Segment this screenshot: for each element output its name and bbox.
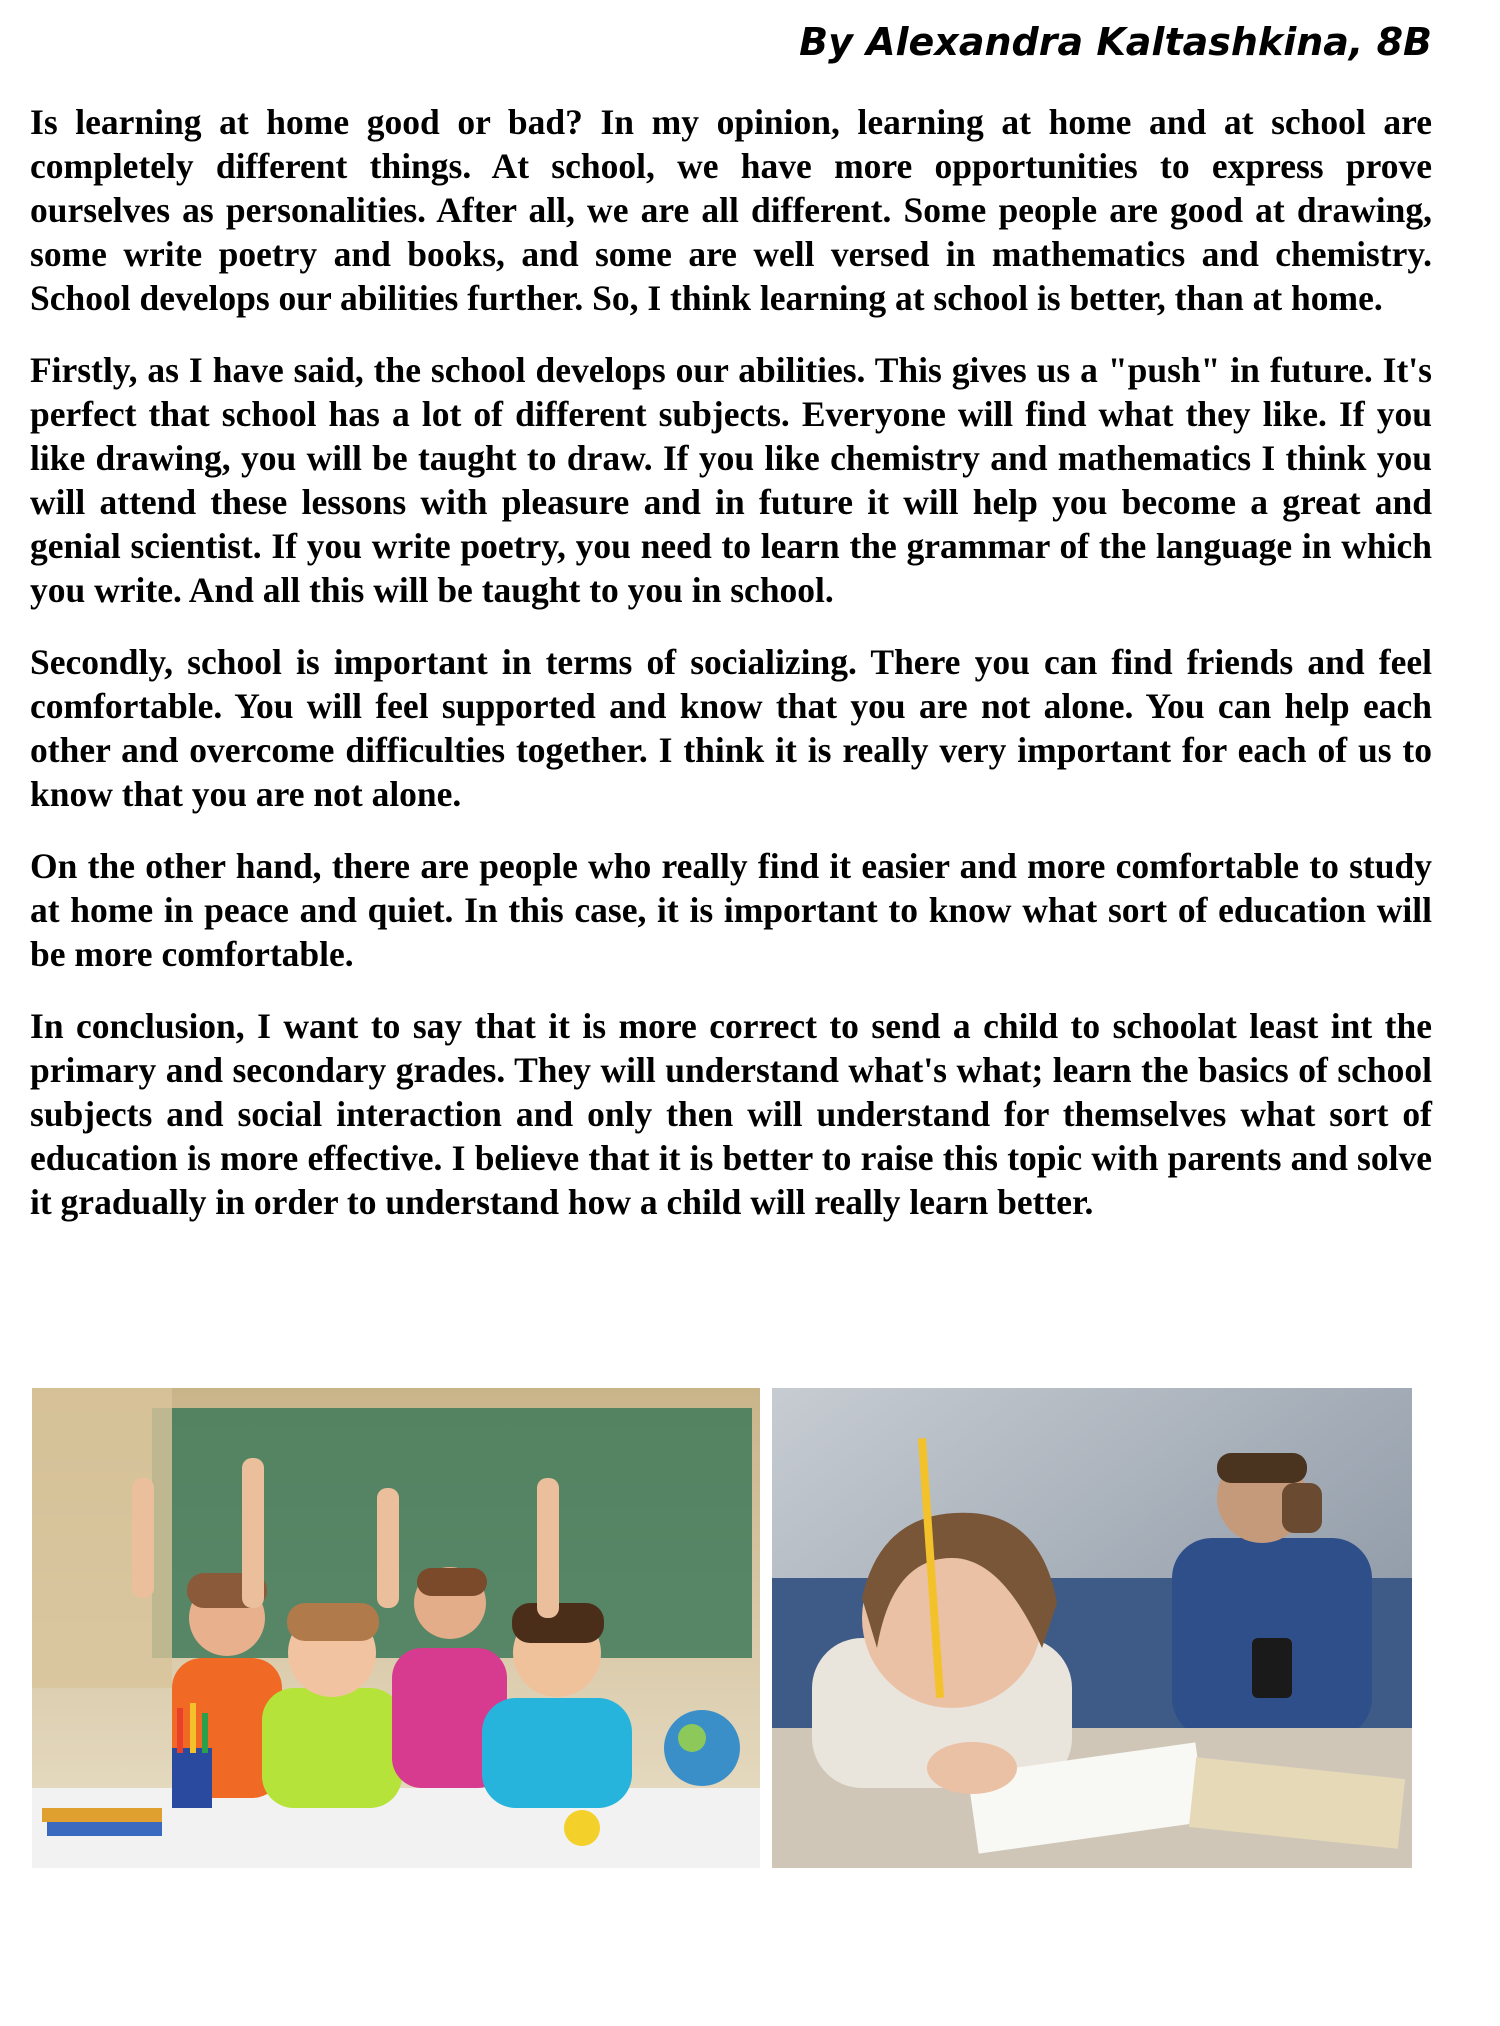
essay-body	[30, 100, 1432, 1252]
classroom-photo-icon	[32, 1388, 760, 1868]
essay-paragraph-other-hand: On the other hand, there are people who really find it easier and more comfortable to study at home in peace and quiet. In this case, it is important to know what sort of education will be more comfortable.	[30, 846, 1432, 974]
essay-paragraph-secondly: Secondly, school is important in terms of socializing. There you can find friends and feel comfortable. You will feel supported and know that you are not alone. You can help each other and overcome difficulties together. I think it is really very important for each of us to know that you are not alone.	[30, 642, 1432, 814]
classroom-photo	[32, 1388, 760, 1868]
home-study-photo	[772, 1388, 1412, 1868]
essay-paragraph-firstly: Firstly, as I have said, the school develops our abilities. This gives us a "push" in future. It's perfect that school has a lot of different subjects. Everyone will find what they like. If you like drawing, you will be taught to draw. If you like chemistry and mathematics I think you will attend these lessons with pleasure and in future it will help you become a great and genial scientist. If you write poetry, you need to learn the grammar of the language in which you write. And all this will be taught to you in school.	[30, 350, 1432, 610]
essay-paragraph-intro: Is learning at home good or bad? In my opinion, learning at home and at school are completely different things. At school, we have more opportunities to express prove ourselves as personalities. After all, we are all different. Some people are good at drawing, some write poetry and books, and some are well versed in mathematics and chemistry. School develops our abilities further. So, I think learning at school is better, than at home.	[30, 102, 1432, 318]
home-study-photo-icon	[772, 1388, 1412, 1868]
author-byline: By Alexandra Kaltashkina, 8B	[799, 20, 1432, 64]
essay-paragraph-conclusion: In conclusion, I want to say that it is more correct to send a child to schoolat least int the primary and secondary grades. They will understand what's what; learn the basics of school subjects and social interaction and only then will understand for themselves what sort of education is more effective. I believe that it is better to raise this topic with parents and solve it gradually in order to understand how a child will really learn better.	[30, 1006, 1432, 1222]
